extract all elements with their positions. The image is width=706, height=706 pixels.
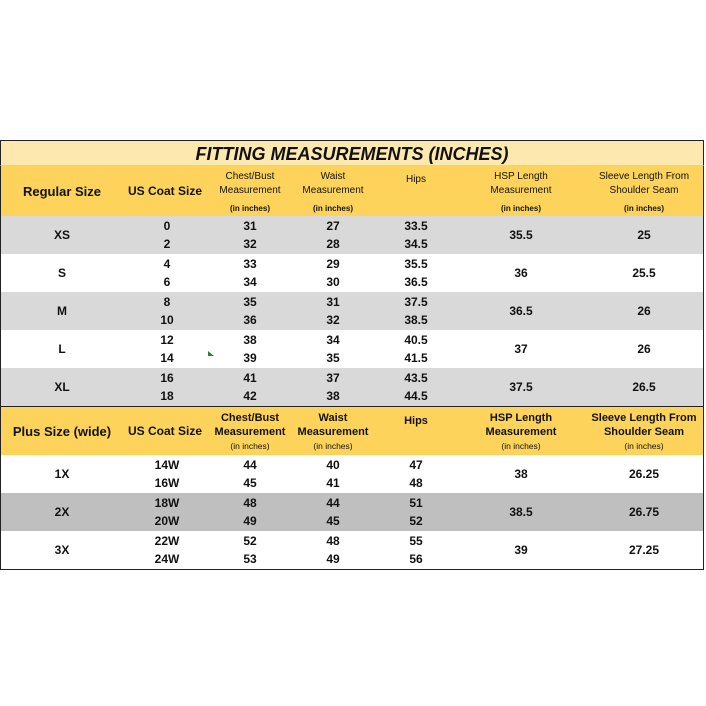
hsp-value: 38.5 [509,505,533,519]
size-label: L [58,342,66,356]
hips-value: 51 [409,496,423,510]
regular-chest-header [207,166,293,216]
regular-waist-header-line2: Measurement [302,184,364,196]
waist-value: 27 [326,219,340,233]
plus-sleeve-header [583,407,705,455]
table-title: FITTING MEASUREMENTS (INCHES) [0,141,704,166]
sleeve-value: 26 [637,304,651,318]
waist-value: 45 [326,514,340,528]
regular-row-s [0,254,704,292]
size-label: 2X [54,505,70,519]
hsp-value: 37.5 [509,380,533,394]
hips-value: 56 [409,552,423,566]
sleeve-value: 25 [637,228,651,242]
chest-value: 39 [243,351,257,365]
sleeve-value: 26.5 [632,380,656,394]
chest-value: 31 [243,219,257,233]
plus-hips-header: Hips [404,415,428,427]
plus-hsp-header-line1: HSP Length [489,412,553,424]
waist-value: 49 [326,552,340,566]
regular-body [0,216,704,406]
hips-value: 43.5 [404,371,428,385]
coat-value: 18 [160,389,174,403]
sleeve-value: 26.75 [628,505,660,519]
regular-chest-header-line2: Measurement [219,184,281,196]
plus-sleeve-header-line2: Shoulder Seam [603,426,685,438]
chest-value: 38 [243,333,257,347]
chest-value: 35 [243,295,257,309]
regular-row-xl [0,368,704,406]
plus-row-1x [0,455,704,493]
regular-header-row [0,166,704,216]
regular-hips-header: Hips [405,174,426,185]
plus-hsp-unit: (in inches) [501,441,541,451]
plus-row-3x [0,531,704,569]
plus-size-header: Plus Size (wide) [12,423,112,439]
waist-value: 29 [326,257,340,271]
plus-sleeve-header-line1: Sleeve Length From [591,412,697,424]
waist-value: 28 [326,237,340,251]
hips-value: 35.5 [404,257,428,271]
waist-value: 37 [326,371,340,385]
regular-sleeve-header [583,166,705,216]
hips-value: 48 [409,476,423,490]
fitting-measurements-table [0,140,704,570]
size-label: XL [54,380,70,394]
hsp-value: 36 [514,266,528,280]
coat-value: 14W [154,458,180,472]
cell-note-indicator-icon [208,351,214,356]
coat-value: 20W [154,514,180,528]
hips-value: 33.5 [404,219,428,233]
coat-value: 0 [163,219,171,233]
hips-value: 44.5 [404,389,428,403]
plus-waist-unit: (in inches) [313,441,353,451]
plus-waist-header-line1: Waist [318,412,348,424]
chest-value: 45 [243,476,257,490]
plus-hsp-header-line2: Measurement [485,426,557,438]
coat-value: 6 [163,275,171,289]
plus-chest-header [207,407,293,455]
waist-value: 48 [326,534,340,548]
size-label: 3X [54,543,70,557]
plus-chest-unit: (in inches) [230,441,270,451]
chest-value: 41 [243,371,257,385]
coat-value: 10 [160,313,174,327]
hsp-value: 38 [514,467,528,481]
coat-value: 14 [160,351,174,365]
regular-waist-header-line1: Waist [320,170,346,182]
plus-header-row [0,406,704,455]
chest-value: 33 [243,257,257,271]
plus-chest-header-line2: Measurement [214,426,286,438]
hsp-value: 35.5 [509,228,533,242]
regular-coat-header: US Coat Size [127,184,202,198]
regular-waist-header [293,166,373,216]
plus-waist-header-line2: Measurement [297,426,369,438]
waist-value: 35 [326,351,340,365]
sleeve-value: 25.5 [632,266,656,280]
chest-value: 52 [243,534,257,548]
hips-value: 52 [409,514,423,528]
regular-hsp-header [459,166,583,216]
regular-hsp-header-line2: Measurement [490,184,552,196]
regular-row-xs [0,216,704,254]
chest-value: 32 [243,237,257,251]
waist-value: 34 [326,333,340,347]
coat-value: 24W [154,552,180,566]
regular-row-m [0,292,704,330]
hips-value: 40.5 [404,333,428,347]
coat-value: 16 [160,371,174,385]
regular-sleeve-header-line2: Shoulder Seam [609,184,679,196]
regular-hsp-header-line1: HSP Length [494,170,548,182]
regular-row-l [0,330,704,368]
size-label: M [57,304,67,318]
coat-value: 4 [163,257,171,271]
chest-value: 49 [243,514,257,528]
plus-waist-header [293,407,373,455]
regular-size-header: Regular Size [22,183,102,199]
chest-value: 44 [243,458,257,472]
coat-value: 16W [154,476,180,490]
regular-waist-unit: (in inches) [312,203,353,213]
hips-value: 38.5 [404,313,428,327]
plus-row-2x [0,493,704,531]
regular-hsp-unit: (in inches) [500,203,541,213]
waist-value: 44 [326,496,340,510]
hips-value: 37.5 [404,295,428,309]
sleeve-value: 26.25 [628,467,660,481]
hips-value: 55 [409,534,423,548]
chest-value: 53 [243,552,257,566]
sleeve-value: 27.25 [628,543,660,557]
coat-value: 22W [154,534,180,548]
size-label: XS [53,228,70,242]
plus-chest-header-line1: Chest/Bust [220,412,280,424]
hips-value: 36.5 [404,275,428,289]
coat-value: 18W [154,496,180,510]
chest-value: 34 [243,275,257,289]
regular-chest-unit: (in inches) [229,203,270,213]
size-label: S [57,266,66,280]
plus-coat-header: US Coat Size [127,424,202,438]
regular-sleeve-unit: (in inches) [623,203,664,213]
size-label: 1X [54,467,70,481]
coat-value: 2 [163,237,171,251]
waist-value: 40 [326,458,340,472]
hips-value: 47 [409,458,423,472]
hips-value: 34.5 [404,237,428,251]
waist-value: 38 [326,389,340,403]
coat-value: 12 [160,333,174,347]
regular-chest-header-line1: Chest/Bust [225,170,275,182]
hsp-value: 39 [514,543,528,557]
chest-value: 42 [243,389,257,403]
plus-sleeve-unit: (in inches) [624,441,664,451]
plus-hsp-header [459,407,583,455]
regular-sleeve-header-line1: Sleeve Length From [598,170,690,182]
chest-value: 48 [243,496,257,510]
sleeve-value: 26 [637,342,651,356]
hips-value: 41.5 [404,351,428,365]
coat-value: 8 [163,295,171,309]
waist-value: 32 [326,313,340,327]
chest-value: 36 [243,313,257,327]
hsp-value: 36.5 [509,304,533,318]
waist-value: 31 [326,295,340,309]
waist-value: 30 [326,275,340,289]
hsp-value: 37 [514,342,528,356]
waist-value: 41 [326,476,340,490]
plus-body [0,455,704,569]
